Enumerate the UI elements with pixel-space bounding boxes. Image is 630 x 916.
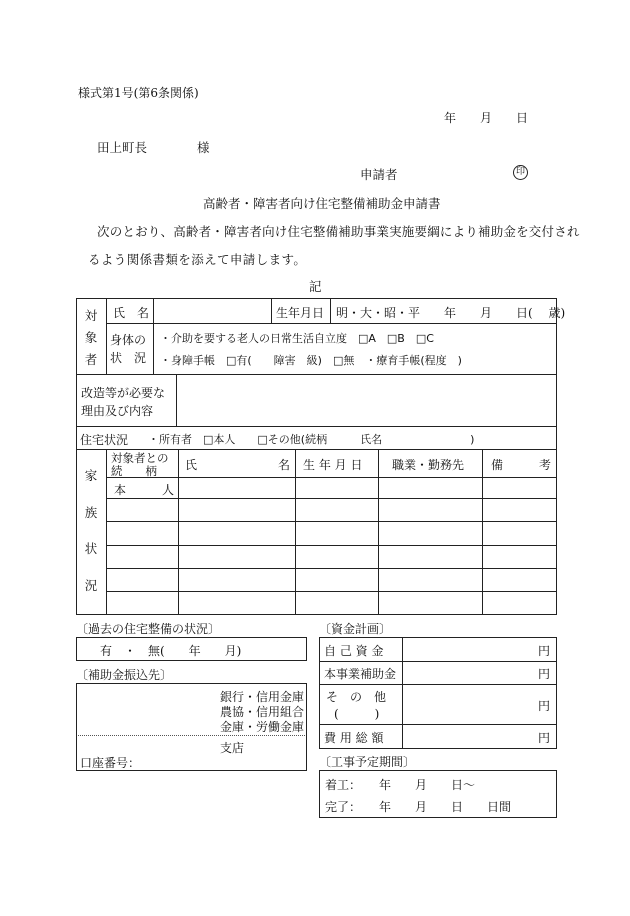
col-name-a: 氏 — [185, 458, 198, 472]
honorific: 様 — [197, 140, 210, 155]
target-side-label: 対 象 者 — [84, 308, 98, 367]
funds-subsidy-unit[interactable]: 円 — [538, 667, 551, 681]
funds-other-unit[interactable]: 円 — [538, 699, 551, 713]
ki-mark: 記 — [309, 279, 322, 294]
applicant-label: 申請者 — [360, 167, 398, 182]
seal-mark-icon: 印 — [513, 165, 528, 180]
target-name-field[interactable] — [157, 300, 267, 321]
housing-label: 住宅状況 — [80, 433, 129, 447]
past-heading: 〔過去の住宅整備の状況〕 — [76, 622, 221, 636]
self-row-a: 本 — [114, 483, 127, 497]
reason-field[interactable] — [180, 377, 554, 423]
family-side-label: 家 族 状 況 — [84, 468, 98, 593]
housing-value[interactable]: ・所有者 □本人 □その他(続柄 氏名 ) — [148, 433, 475, 446]
funds-total-unit[interactable]: 円 — [538, 731, 551, 745]
care-level-line[interactable]: ・介助を要する老人の日常生活自立度 □A □B □C — [160, 332, 434, 345]
schedule-start[interactable]: 着工： 年 月 日〜 — [325, 778, 476, 792]
bank-branch: 支店 — [220, 741, 245, 755]
account-number-label: 口座番号： — [80, 756, 141, 770]
col-note-b: 考 — [539, 458, 552, 472]
funds-own-label: 自 己 資 金 — [324, 644, 384, 658]
name-label: 氏 名 — [113, 306, 150, 320]
bank-line-1: 銀行・信用金庫 — [220, 690, 305, 704]
funds-subsidy-label: 本事業補助金 — [324, 667, 397, 681]
body-status-label-2: 状 況 — [110, 351, 147, 365]
self-row-b: 人 — [162, 483, 175, 497]
addressee: 田上町長 — [97, 140, 148, 155]
col-relation-1: 対象者との — [111, 451, 169, 465]
body-line-2: るよう関係書類を添えて申請します。 — [88, 252, 307, 267]
funds-total-label: 費 用 総 額 — [324, 731, 384, 745]
schedule-heading: 〔工事予定期間〕 — [319, 755, 416, 769]
funds-other-label: そ の 他 — [326, 690, 387, 704]
past-value[interactable]: 有 ・ 無( 年 月) — [100, 644, 242, 658]
col-note-a: 備 — [491, 458, 504, 472]
funds-heading: 〔資金計画〕 — [319, 622, 392, 636]
col-job: 職業・勤務先 — [392, 458, 465, 472]
funds-own-unit[interactable]: 円 — [538, 644, 551, 658]
bank-line-2: 農協・信用組合 — [220, 705, 305, 719]
date-line: 年 月 日 — [444, 111, 529, 125]
bank-heading: 〔補助金振込先〕 — [76, 668, 173, 682]
schedule-end[interactable]: 完了： 年 月 日 日間 — [325, 800, 512, 814]
col-birth: 生 年 月 日 — [303, 458, 363, 472]
body-status-label-1: 身体の — [110, 333, 147, 347]
form-title: 高齢者・障害者向け住宅整備補助金申請書 — [203, 196, 441, 211]
bank-line-3: 金庫・労働金庫 — [220, 720, 305, 734]
reason-label-1: 改造等が必要な — [81, 386, 166, 400]
birth-value[interactable]: 明・大・昭・平 年 月 日( 歳) — [336, 306, 566, 320]
reason-label-2: 理由及び内容 — [81, 404, 154, 418]
disability-line[interactable]: ・身障手帳 □有( 障害 級) □無 ・療育手帳(程度 ) — [160, 354, 462, 367]
col-relation-2: 続 柄 — [111, 464, 157, 478]
body-line-1: 次のとおり、高齢者・障害者向け住宅整備補助事業実施要綱により補助金を交付され — [97, 224, 580, 239]
form-number: 様式第1号(第6条関係) — [78, 86, 199, 100]
funds-other-paren: ( ) — [334, 707, 380, 721]
col-name-b: 名 — [278, 458, 291, 472]
birth-label: 生年月日 — [276, 306, 325, 320]
